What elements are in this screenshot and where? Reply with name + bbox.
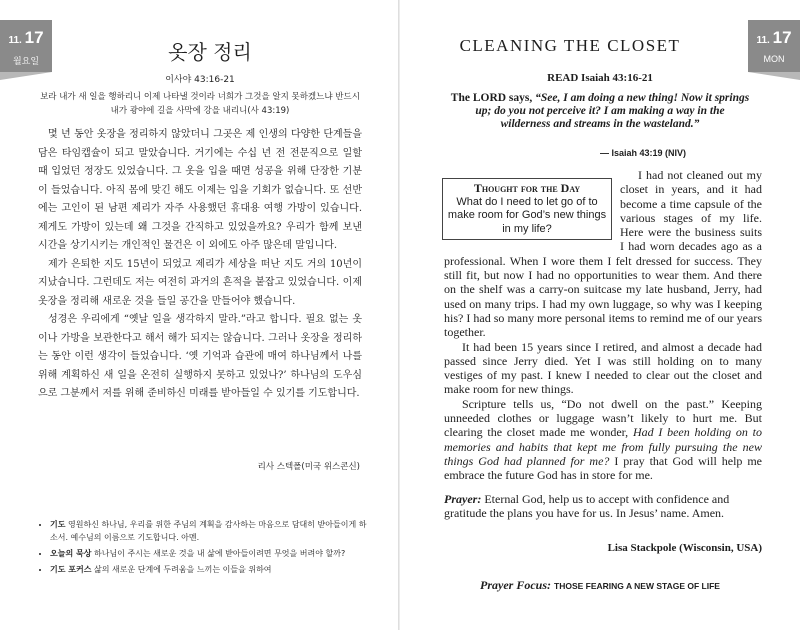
body-paragraph: I had not cleaned out my closet in years, and it had become a time capsule of the various stages of my life. Here were the business suits I had worn decades ago as a professional. When I wore them I felt dressed for success. They still fit, but now I had no opportunities to wear them. And there on the shelf was a carry-on suitcase my late husband, Jerry, had used on many trips. I had my own luggage, so why was I keeping his? I had so many more personal items to remind me of our years together.: [444, 168, 762, 340]
focus-text: THOSE FEARING A NEW STAGE OF LIFE: [554, 581, 720, 591]
tab-weekday: MON: [763, 54, 785, 64]
list-item-label: 오늘의 묵상: [50, 549, 92, 558]
body-text: Scripture tells us, “Do not dwell on the past.” Keeping unneeded clothes or luggage wasn’t likely to hurt me. But clearing the closet made me wonder,: [444, 396, 762, 440]
date-tab-left: [0, 20, 52, 72]
tab-day: 17: [772, 28, 792, 47]
thought-title: Thought for the Day: [473, 181, 581, 195]
tab-month: 11.: [756, 35, 770, 46]
prayer-list: [38, 518, 374, 579]
focus-label: Prayer Focus:: [480, 578, 552, 592]
verse-citation: — Isaiah 43:19 (NIV): [600, 148, 687, 158]
prayer: [444, 492, 762, 521]
body-text: I pray that God will help me embrace the future God has in store for me.: [444, 453, 763, 483]
body-paragraph: It had been 15 years since I retired, and almost a decade had passed since Jerry died. Yet I was still holding on to many vestiges of my past. I knew I needed to clear out the closet and make room for new things.: [444, 339, 762, 397]
key-verse: 보라 내가 새 일을 행하리니 이제 나타낼 것이라 너희가 그것을 알지 못하겠느냐 반드시 내가 광야에 길을 사막에 강을 내리니(사 43:19): [40, 92, 360, 116]
author-signature: Lisa Stackpole (Wisconsin, USA): [607, 542, 762, 554]
key-verse: [450, 92, 750, 131]
list-item-text: 하나님이 주시는 새로운 것을 내 삶에 받아들이려면 무엇을 버려야 할까?: [93, 549, 346, 558]
read-ref: Isaiah 43:16-21: [581, 72, 653, 84]
verse-quote: “See, I am doing a new thing! Now it springs up; do you not perceive it? I am making a way in the wilderness and streams in the wasteland.”: [475, 92, 750, 130]
body-paragraph: 제가 은퇴한 지도 15년이 되었고 제리가 세상을 떠난 지도 거의 10년이 지났습니다. 그런데도 저는 여전히 과거의 흔적을 붙잡고 있었습니다. 이제 옷장을 정리해 새로운 것을 들일 공간을 만들어야 했습니다.: [38, 258, 362, 307]
body-paragraph: 성경은 우리에게 “옛날 일을 생각하지 말라.”라고 합니다. 필요 없는 옷이나 가방을 보관한다고 해서 해가 되지는 않습니다. 그러나 옷장을 정리하는 동안 이런 생각이 들었습니다. ‘옛 기억과 습관에 매여 하나님께서 나를 위해 계획하신 새 일을 온전히 실행하지 못하고 있었나?’ 하나님의 도우심으로 그분께서 저를 위해 준비하신 미래를 받아들일 수 있기를 기도합니다.: [38, 314, 362, 399]
devotion-body: [38, 126, 362, 404]
tab-day: 17: [24, 28, 44, 47]
prayer-focus: [400, 578, 800, 593]
list-item: [50, 547, 374, 560]
list-item: [50, 518, 374, 544]
page-title: CLEANING THE CLOSET: [459, 36, 681, 55]
tab-weekday: 월요일: [12, 56, 40, 66]
verse-intro: The LORD says,: [450, 92, 533, 104]
list-item-label: 기도: [50, 520, 66, 529]
list-item-text: 영원하신 하나님, 우리를 위한 주님의 계획을 감사하는 마음으로 담대히 받아들이게 하소서. 예수님의 이름으로 기도합니다. 아멘.: [50, 520, 367, 542]
body-italic: Had I been holding on to memories and habits that kept me from fully pursuing the new things God had planned for me?: [444, 425, 762, 468]
body-paragraph: 몇 년 동안 옷장을 정리하지 않았더니 그곳은 제 인생의 다양한 단계들을 담은 타임캡슐이 되고 말았습니다. 거기에는 수십 년 전 전문직으로 일할 때 입었던 정장도 있었습니다. 그 옷을 입을 때면 성공을 위해 단장한 기분이 들었습니다. 아직 몸에 맞긴 해도 이제는 입을 기회가 없습니다. 또 선반에는 고인이 된 남편 제리가 자주 사용했던 휴대용 여행 가방이 있습니다. 제게도 가방이 있는데 왜 그것을 간직하고 있었을까요? 우리가 함께 보낸 시간을 상기시키는 개인적인 물건은 이 외에도 아주 많은데 말입니다.: [38, 129, 362, 251]
read-label: READ: [547, 72, 579, 84]
scripture-reference: [400, 72, 800, 84]
thought-text: What do I need to let go of to make room for God’s new things in my life?: [447, 195, 607, 235]
tab-month: 11.: [8, 35, 22, 46]
list-item: [50, 563, 374, 576]
author-signature: 리사 스텍폴(미국 위스콘신): [257, 462, 360, 472]
list-item-text: 삶의 새로운 단계에 두려움을 느끼는 이들을 위하여: [93, 565, 272, 574]
prayer-text: Eternal God, help us to accept with confidence and gratitude the plans you have for us. In Jesus’ name. Amen.: [444, 492, 730, 521]
page-title: 옷장 정리: [168, 40, 252, 64]
prayer-label: Prayer:: [444, 492, 482, 506]
list-item-label: 기도 포커스: [50, 565, 92, 574]
right-page: [400, 0, 800, 630]
thought-for-the-day-box: [442, 178, 612, 240]
devotion-body: [444, 168, 762, 483]
body-paragraph: [444, 397, 762, 483]
date-tab-right: [748, 20, 800, 72]
scripture-reference: 이사야 43:16-21: [165, 75, 235, 85]
